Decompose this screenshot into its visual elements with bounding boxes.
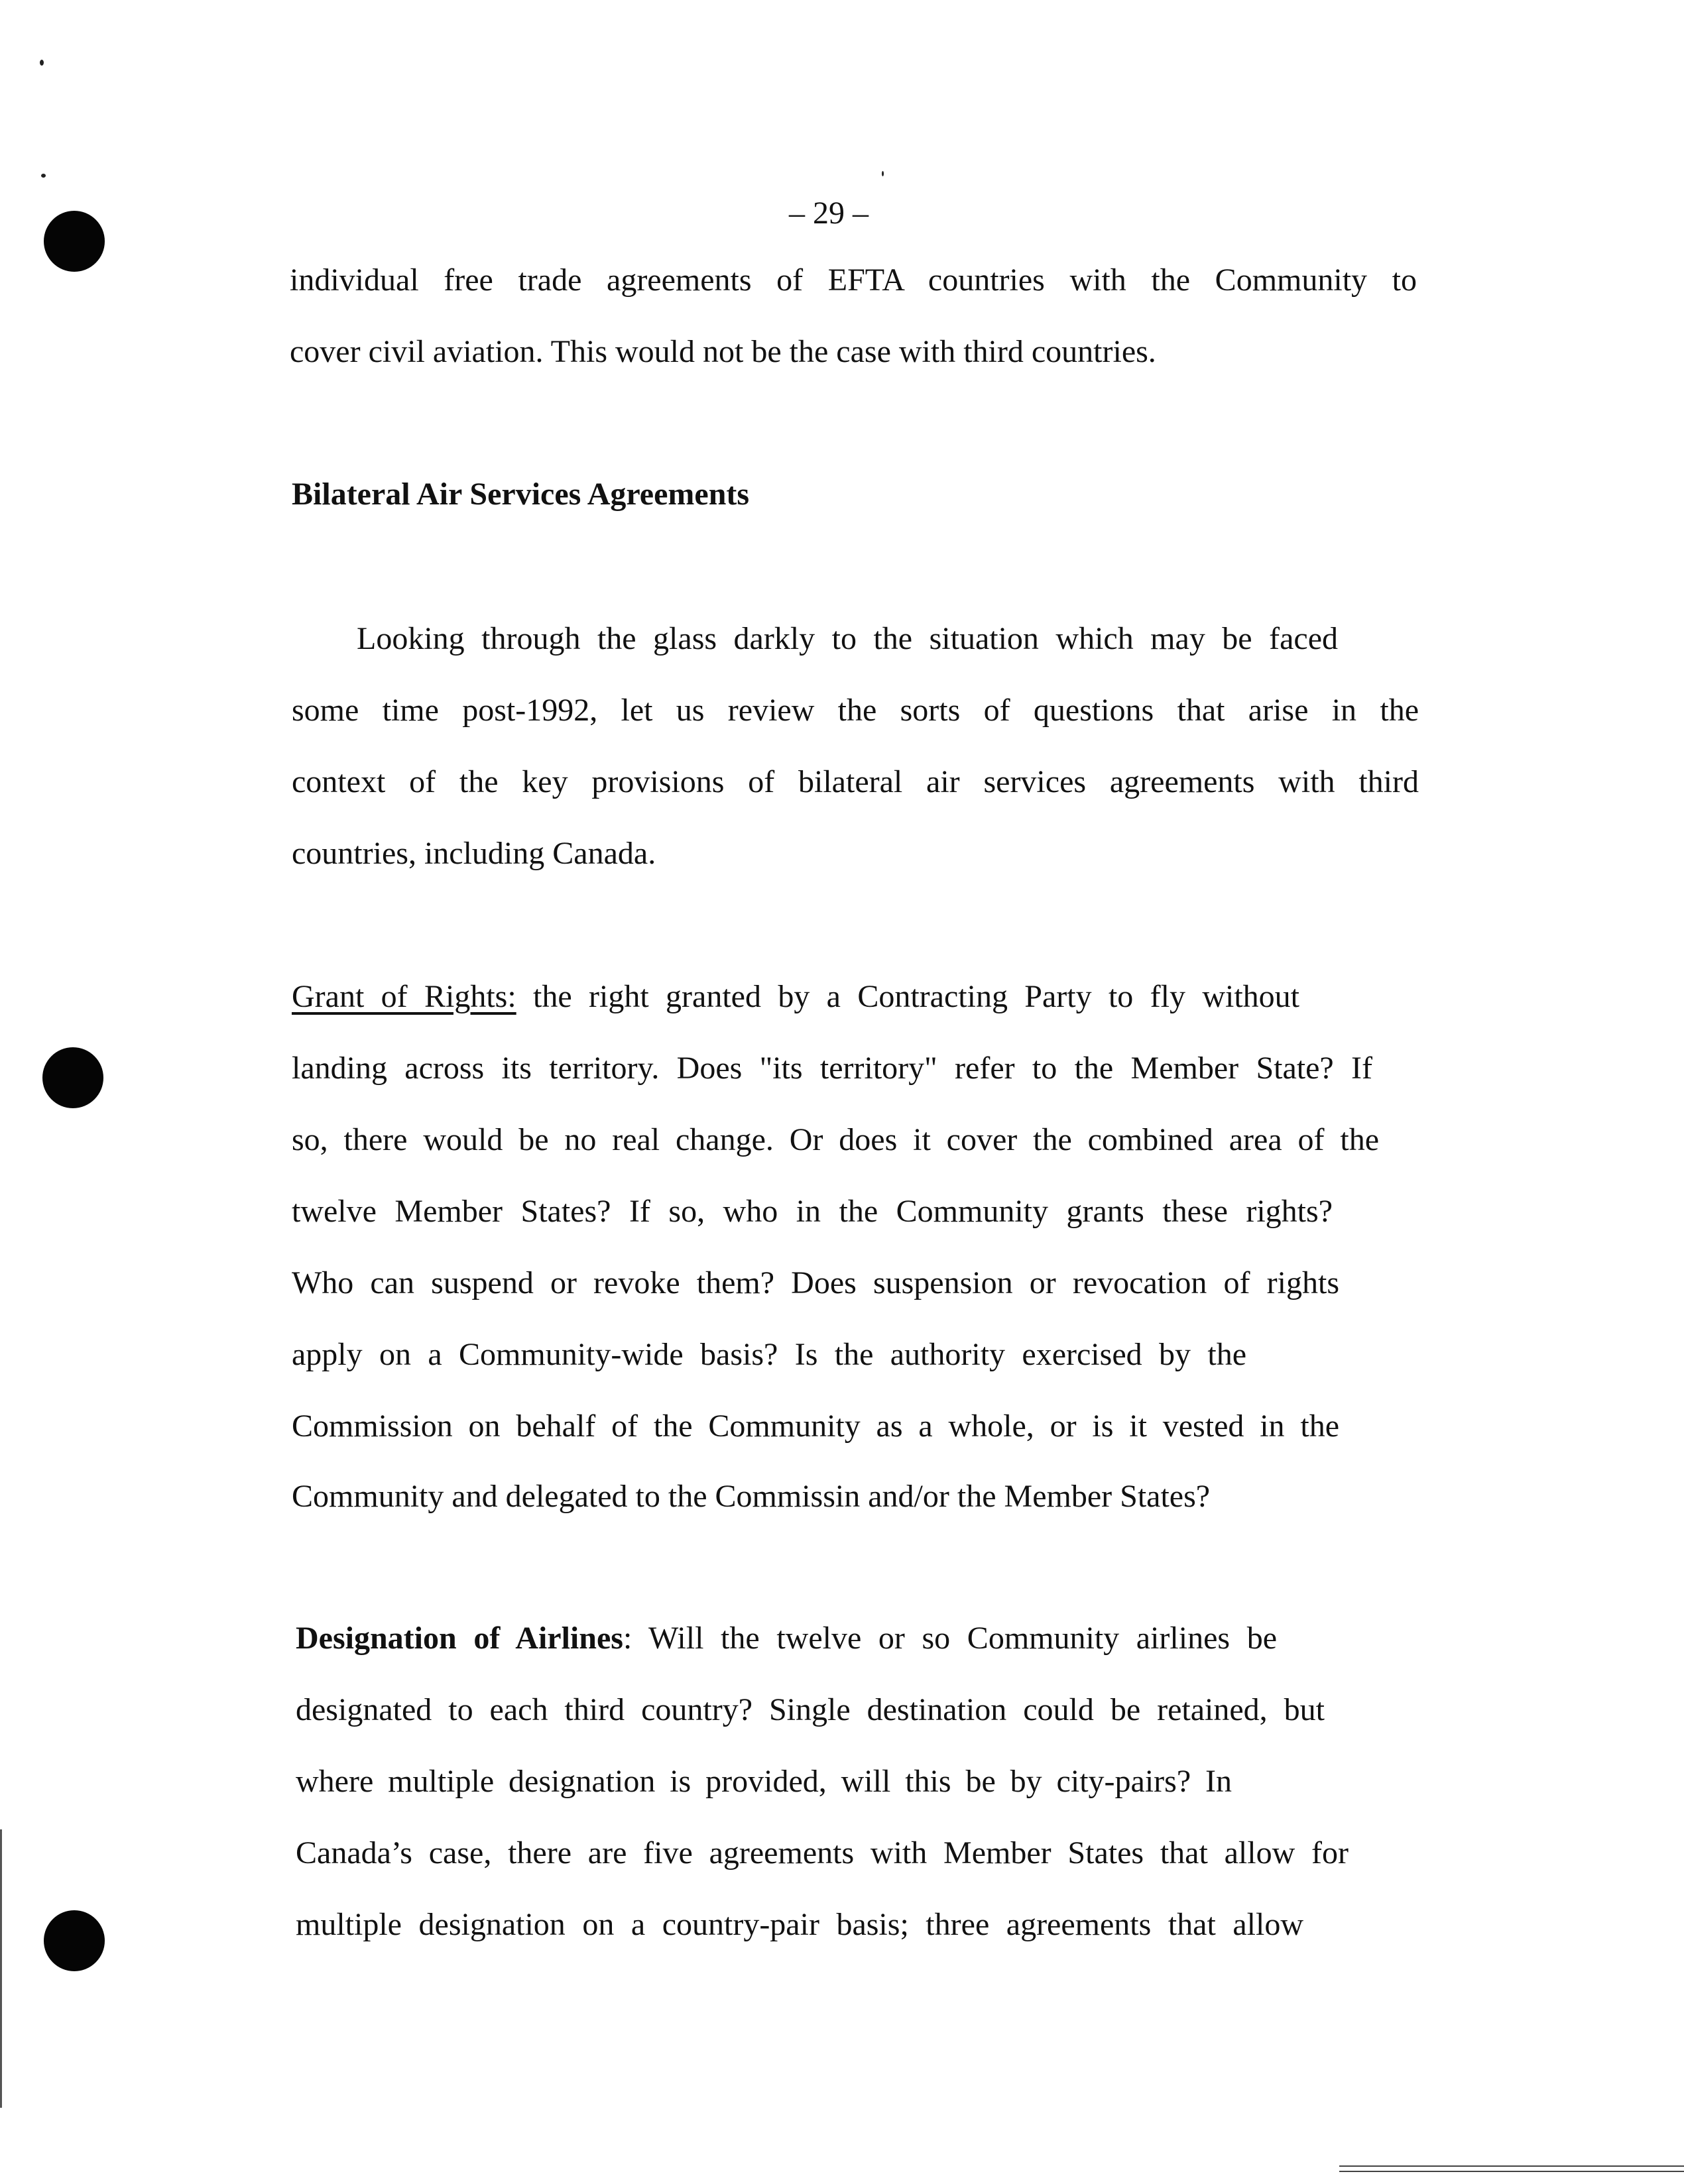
scan-speck bbox=[882, 171, 884, 176]
body-line: landing across its territory. Does "its territory" refer to the Member State? If bbox=[292, 1051, 1372, 1086]
designation-of-airlines-label: Designation of Airlines bbox=[296, 1621, 623, 1656]
bottom-rule bbox=[1339, 2165, 1684, 2172]
scan-speck bbox=[41, 174, 46, 178]
paragraph-first-line bbox=[296, 1619, 1277, 1658]
body-line: Community and delegated to the Commissin and/or the Member States? bbox=[292, 1479, 1211, 1514]
body-line: designated to each third country? Single destination could be retained, but bbox=[296, 1692, 1325, 1727]
punch-hole-bottom bbox=[44, 1910, 105, 1971]
body-line: context of the key provisions of bilateral air services agreements with third bbox=[292, 764, 1419, 799]
body-line: where multiple designation is provided, will this be by city-pairs? In bbox=[296, 1764, 1232, 1799]
paragraph-first-line bbox=[292, 977, 1299, 1017]
body-line: cover civil aviation. This would not be the case with third countries. bbox=[290, 334, 1156, 369]
body-line: countries, including Canada. bbox=[292, 836, 656, 871]
scan-speck bbox=[40, 60, 44, 66]
body-line: Looking through the glass darkly to the situation which may be faced bbox=[357, 621, 1338, 656]
page-number: – 29 – bbox=[789, 196, 869, 231]
grant-of-rights-label: Grant of Rights: bbox=[292, 979, 516, 1014]
body-line: multiple designation on a country-pair basis; three agreements that allow bbox=[296, 1907, 1303, 1942]
section-heading: Bilateral Air Services Agreements bbox=[292, 477, 750, 512]
body-line: some time post-1992, let us review the sorts of questions that arise in the bbox=[292, 693, 1419, 728]
body-line: individual free trade agreements of EFTA countries with the Community to bbox=[290, 262, 1417, 298]
binding-edge-line bbox=[0, 1829, 2, 2108]
body-line: twelve Member States? If so, who in the Community grants these rights? bbox=[292, 1194, 1333, 1229]
punch-hole-middle bbox=[42, 1047, 103, 1108]
body-line: apply on a Community-wide basis? Is the authority exercised by the bbox=[292, 1337, 1246, 1372]
body-line: so, there would be no real change. Or does it cover the combined area of the bbox=[292, 1122, 1379, 1157]
paragraph-text: : Will the twelve or so Community airlines be bbox=[623, 1621, 1277, 1656]
paragraph-text: the right granted by a Contracting Party to fly without bbox=[516, 979, 1299, 1014]
body-line: Commission on behalf of the Community as a whole, or is it vested in the bbox=[292, 1408, 1339, 1444]
body-line: Canada’s case, there are five agreements with Member States that allow for bbox=[296, 1835, 1349, 1870]
punch-hole-top bbox=[44, 211, 105, 272]
body-line: Who can suspend or revoke them? Does suspension or revocation of rights bbox=[292, 1265, 1339, 1300]
